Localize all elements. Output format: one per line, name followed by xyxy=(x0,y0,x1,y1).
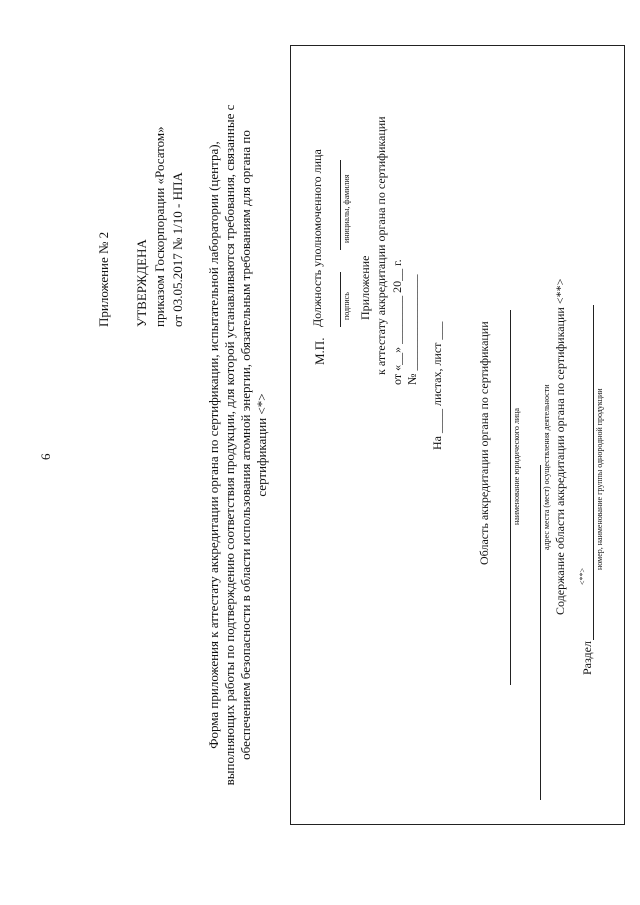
stamp-label: М.П. xyxy=(312,337,327,365)
legal-name-caption: наименование юридического лица xyxy=(512,408,521,525)
approved-label: УТВЕРЖДЕНА xyxy=(134,239,149,327)
certificate-reference: к аттестату аккредитации органа по сертификации xyxy=(374,116,388,375)
section-label: Раздел xyxy=(580,641,594,675)
name-caption: инициалы, фамилия xyxy=(342,174,351,243)
appendix-heading: Приложение xyxy=(358,255,372,320)
date-field: от «__» ________ 20__ г. xyxy=(390,259,404,385)
title-line: сертификации <*> xyxy=(254,393,269,497)
scope-title: Область аккредитации органа по сертификации xyxy=(477,321,491,565)
sheets-field: На ____ листах, лист ___ xyxy=(430,321,444,450)
name-line xyxy=(340,160,341,250)
document-title xyxy=(206,45,270,845)
page-number: 6 xyxy=(38,453,53,460)
legal-name-line xyxy=(510,310,511,685)
group-line xyxy=(593,305,594,640)
title-line: обеспечением безопасности в области использования атомной энергии, обязательным требованиям для органа по xyxy=(238,130,253,760)
content-title: Содержание области аккредитации органа по сертификации <**> xyxy=(553,278,567,615)
signature-caption: подпись xyxy=(342,292,351,320)
address-caption: адрес места (мест) осуществления деятельности xyxy=(542,384,551,550)
address-line xyxy=(540,540,541,800)
title-line: выполняющих работы по подтверждению соответствия продукции, для которой устанавливаются требования, связанные с xyxy=(222,104,237,786)
title-line: Форма приложения к аттестату аккредитации органа по сертификации, испытательной лаборатории (центра), xyxy=(206,141,221,749)
position-label: Должность уполномоченного лица xyxy=(310,149,324,327)
section-mark: <**> xyxy=(578,567,587,585)
signature-line xyxy=(340,272,341,327)
appendix-label: Приложение № 2 xyxy=(96,231,111,327)
group-caption: номер, наименование группы однородной продукции xyxy=(595,388,604,570)
order-date-line: от 03.05.2017 № 1/10 - НПА xyxy=(170,172,185,327)
number-field: № ________________ xyxy=(405,274,419,385)
order-label: приказом Госкорпорации «Росатом» xyxy=(152,126,167,327)
address-line-2 xyxy=(540,465,541,540)
